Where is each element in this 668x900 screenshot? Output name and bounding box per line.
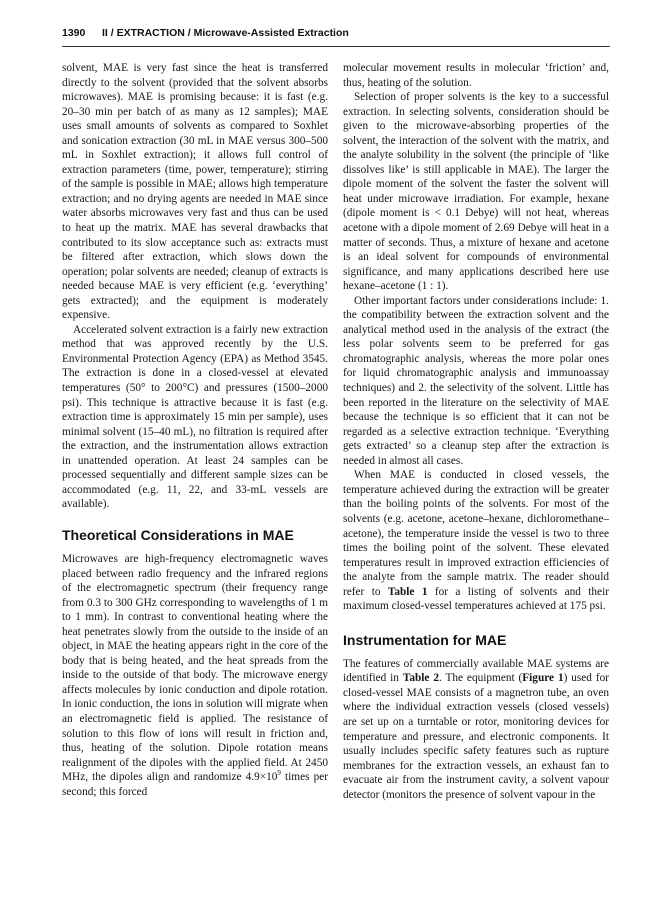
section-heading-theoretical: Theoretical Considerations in MAE: [62, 526, 294, 543]
right-paragraph-2: Selection of proper solvents is the key to a successful extraction. In selecting solvents, consideration should be given to the microwave-absorbing properties of the solvent, the interaction of the solvent with the matrix, and the analyte solubility in the solvent (the principle of ‘like dissolves like’ is still applicable in MAE). The larger the dipole moment of the solvent the faster the solvent will heat under microwave irradiation. For example, hexane (dipole moment is < 0.1 Debye) will not heat, whereas acetone with a dipole moment of 2.69 Debye will heat in a matter of seconds. Thus, a mixture of hexane and acetone is an ideal solvent for compounds of environmental significance, and many applications described here use hexane–acetone (1 : 1).: [343, 91, 609, 293]
figure-1-reference: Figure 1: [522, 672, 564, 685]
right-paragraph-1: molecular movement results in molecular ‘friction’ and, thus, heating of the solution.: [343, 62, 609, 89]
running-header: [62, 27, 610, 47]
right-column: [343, 61, 609, 802]
running-title: II / EXTRACTION / Microwave-Assisted Extraction: [102, 27, 349, 39]
right-paragraph-4: When MAE is conducted in closed vessels, the temperature achieved during the extraction will be greater than the boiling points of the solvents. For most of the solvents (e.g. acetone, acetone–hexane, dichloromethane–acetone), the temperature inside the vessel is two to three times the boiling point of the solvent. These elevated temperatures result in improved extraction efficiencies of the analyte from the sample matrix. The reader should refer to Table 1 for a listing of solvents and their maximum closed-vessel temperatures achieved at 175 psi.: [343, 469, 609, 613]
left-column: [62, 61, 328, 799]
left-paragraph-2: Accelerated solvent extraction is a fairly new extraction method that was approved recently by the U.S. Environmental Protection Agency (EPA) as Method 3545. The extraction is done in a closed-vessel at elevated temperatures (50° to 200°C) and pressures (1500–2000 psi). This technique is attractive because it is fast (e.g. extraction time is approximately 15 min per sample), uses minimal solvent (15–40 mL), no filtration is required after the extraction, and the instrumentation allows extraction in unattended operation. At least 24 samples can be processed sequentially and different sample sizes can be accommodated (e.g. 11, 22, and 33-mL vessels are available).: [62, 323, 328, 511]
right-paragraph-5: The features of commercially available MAE systems are identified in Table 2. The equipment (Figure 1) used for closed-vessel MAE consists of a magnetron tube, an oven where the individual extraction vessels (closed vessels) are set up on a turntable or rotor, monitoring devices for temperature and pressure, and electronic components. It usually includes specific safety features such as rupture membranes for the extraction vessels, an exhaust fan to evacuate air from the instrument cavity, a solvent vapour detector (monitors the presence of solvent vapour in the: [343, 657, 609, 801]
header-rule: [62, 46, 610, 47]
page-number: 1390: [62, 27, 86, 39]
table-1-reference: Table 1: [387, 585, 428, 598]
table-2-reference: Table 2: [402, 672, 439, 685]
right-paragraph-3: Other important factors under considerations include: 1. the compatibility between the extraction solvent and the analytical method used in the analysis of the extract (the less polar solvents seem to be preferred for gas chromatographic analysis, whereas the more polar ones for liquid chromatographic analysis and immunoassay techniques) and 2. the selectivity of the solvent. Little has been reported in the literature on the selectivity of MAE because the technique is so efficient that it can not be regarded as a selective extraction technique. ‘Everything gets extracted’ so a cleanup step after the extraction is needed in almost all cases.: [343, 294, 609, 467]
left-paragraph-3: Microwaves are high-frequency electromagnetic waves placed between radio frequency and the infrared regions of the electromagnetic spectrum (their frequency range from 0.3 to 300 GHz corresponding to wavelengths of 1 m to 1 mm). In contrast to conventional heating where the heat penetrates slowly from the outside to the inside of an object, in MAE the heating appears right in the core of the body that is being heated, and the heat spreads from the inside to the outside of that body. The microwave energy affects molecules by ionic conduction and dipole rotation. In ionic conduction, the ions in solution will migrate when an electromagnetic field is applied. The resistance of solution to this flow of ions will result in friction and, thus, heating of the solution. Dipole rotation means realignment of the dipoles with the applied field. At 2450 MHz, the dipoles align and randomize $4.9\times 10^9$ times per second; this forced: [62, 552, 328, 798]
left-paragraph-1: solvent, MAE is very fast since the heat is transferred directly to the solvent (provided that the solvent absorbs microwaves). MAE is promising because: it is fast (e.g. 20–30 min per batch of as many as 12 samples); MAE uses small amounts of solvents as compared to Soxhlet and sonication extraction (30 mL in MAE versus 300–500 mL in Soxhlet extraction); it allows full control of extraction parameters (time, power, temperature); stirring of the sample is possible in MAE; allows high temperature extraction; and no drying agents are needed in MAE since water absorbs microwaves very fast and thus can be used to heat up the matrix. MAE has several drawbacks that contributed to its slow acceptance such as: extracts must be filtered after extraction, which slows down the operation; polar solvents are needed; cleanup of extracts is needed because MAE is very efficient (e.g. ‘everything’ gets extracted); and the equipment is moderately expensive.: [62, 62, 328, 322]
section-heading-instrumentation: Instrumentation for MAE: [343, 631, 507, 648]
